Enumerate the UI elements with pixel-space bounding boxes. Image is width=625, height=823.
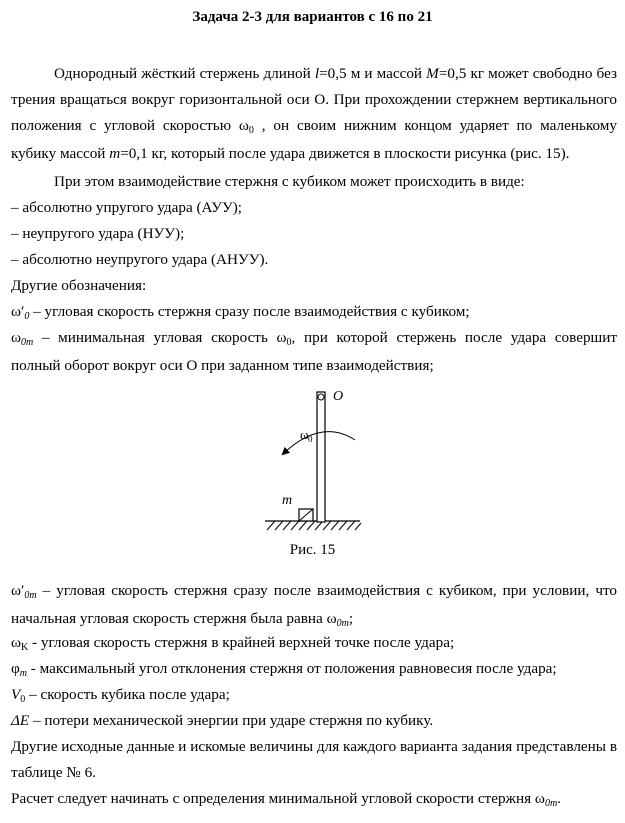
axis-label: O (333, 389, 344, 404)
figure-rod-and-cube (255, 380, 375, 540)
notation-phi-m: φm - максимальный угол отклонения стержня от положения равновесия после удара; (11, 660, 557, 679)
mass-label: m (282, 493, 293, 508)
omega-label: ω (300, 427, 309, 442)
rod (317, 392, 325, 522)
notation-list-2 (11, 630, 617, 734)
problem-title: Задача 2-3 для вариантов с 16 по 21 (192, 9, 433, 25)
impact-type-inelastic: – неупругого удара (НУУ); (11, 225, 185, 242)
interaction-intro: При этом взаимодействие стержня с кубиком может происходить в виде: (54, 173, 525, 190)
intro-paragraph: Однородный жёсткий стержень длиной l=0,5 м и массой M=0,5 кг может свободно без трения вращаться вокруг горизонтальной оси О. При прохождении стержнем вертикального положения с угловой скоростью ω0 , он своим нижним концом ударяет по маленькому кубику массой m=0,1 кг, который после удара движется в плоскости рисунка (рис. 15). (11, 65, 617, 162)
rotation-axis (318, 394, 324, 400)
notation-omega-prime-0m: ω′0m – угловая скорость стержня сразу после взаимодействия с кубиком, при условии, что начальная угловая скорость стержня была равна ω0m; (11, 582, 617, 629)
other-notations-heading: Другие обозначения: (11, 277, 147, 294)
notation-omega-0m: ω0m – минимальная угловая скорость ω0, при которой стержень после удара совершит полный оборот вокруг оси О при заданном типе взаимодействия; (11, 329, 618, 374)
interaction-list (11, 169, 617, 325)
impact-type-elastic: – абсолютно упругого удара (АУУ); (11, 199, 242, 216)
other-data-paragraph: Другие исходные данные и искомые величины для каждого варианта задания представлены в таблице № 6. (11, 738, 617, 781)
start-hint: Расчет следует начинать с определения минимальной угловой скорости стержня ω0m. (11, 790, 561, 809)
notation-delta-e: ΔE – потери механической энергии при ударе стержня по кубику. (11, 712, 434, 729)
figure-caption: Рис. 15 (289, 542, 336, 558)
impact-type-perfectly-inelastic: – абсолютно неупругого удара (АНУУ). (11, 251, 269, 268)
notation-omega-prime-0: ω′0 – угловая скорость стержня сразу после взаимодействия с кубиком; (11, 303, 470, 322)
ground-hatching (267, 521, 361, 530)
notation-omega-k: ωK - угловая скорость стержня в крайней верхней точке после удара; (11, 634, 455, 653)
omega-sub: 0 (308, 434, 313, 444)
notation-v0: V0 – скорость кубика после удара; (11, 686, 230, 705)
